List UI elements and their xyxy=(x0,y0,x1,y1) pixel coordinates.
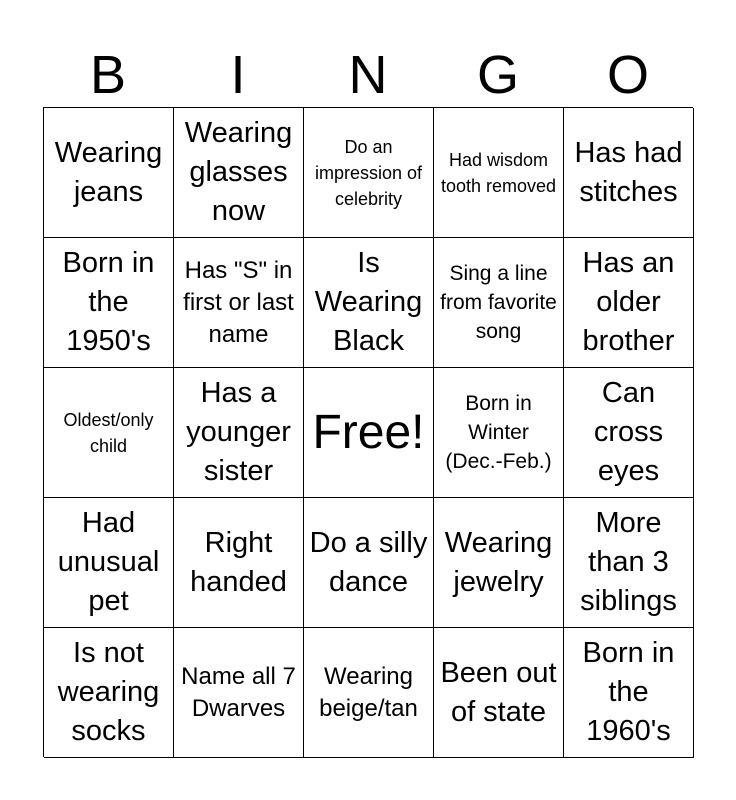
bingo-cell[interactable] xyxy=(44,498,174,628)
free-cell[interactable] xyxy=(304,368,434,498)
header-letter-n: N xyxy=(348,45,388,105)
bingo-cell[interactable] xyxy=(434,108,564,238)
cell-text: Born in Winter (Dec.-Feb.) xyxy=(445,392,552,473)
cell-text: Do an impression of celebrity xyxy=(314,136,423,209)
header-letter-b: B xyxy=(89,45,127,105)
header-letter-g: G xyxy=(476,45,519,105)
bingo-cell[interactable] xyxy=(564,238,694,368)
bingo-cell[interactable] xyxy=(564,368,694,498)
bingo-header xyxy=(43,44,693,106)
cell-text: Born in the 1960's xyxy=(582,637,675,747)
cell-text: Wearing jewelry xyxy=(444,526,553,598)
free-text: Free! xyxy=(312,405,425,459)
bingo-cell[interactable] xyxy=(44,628,174,758)
cell-text: Had unusual pet xyxy=(57,507,160,617)
cell-text: Oldest/only child xyxy=(63,409,154,456)
cell-text: Can cross eyes xyxy=(593,377,664,487)
bingo-cell[interactable] xyxy=(304,238,434,368)
bingo-cell[interactable] xyxy=(434,368,564,498)
bingo-grid xyxy=(43,107,693,757)
bingo-cell[interactable] xyxy=(174,498,304,628)
bingo-cell[interactable] xyxy=(564,628,694,758)
cell-text: Has a younger sister xyxy=(186,377,291,487)
bingo-cell[interactable] xyxy=(174,108,304,238)
cell-text: Wearing beige/tan xyxy=(319,662,418,722)
bingo-cell[interactable] xyxy=(174,368,304,498)
cell-text: Been out of state xyxy=(440,656,557,728)
bingo-cell[interactable] xyxy=(174,238,304,368)
cell-text: More than 3 siblings xyxy=(580,507,677,617)
bingo-cell[interactable] xyxy=(174,628,304,758)
bingo-cell[interactable] xyxy=(304,628,434,758)
cell-text: Sing a line from favorite song xyxy=(440,262,557,343)
cell-text: Right handed xyxy=(190,526,287,598)
bingo-cell[interactable] xyxy=(44,238,174,368)
header-letter-o: O xyxy=(606,45,649,105)
bingo-cell[interactable] xyxy=(44,108,174,238)
bingo-cell[interactable] xyxy=(564,498,694,628)
bingo-cell[interactable] xyxy=(434,498,564,628)
bingo-cell[interactable] xyxy=(304,498,434,628)
cell-text: Has an older brother xyxy=(582,247,675,357)
bingo-cell[interactable] xyxy=(434,628,564,758)
cell-text: Born in the 1950's xyxy=(62,247,155,357)
cell-text: Has "S" in first or last name xyxy=(183,256,294,348)
cell-text: Wearing jeans xyxy=(54,136,163,208)
cell-text: Had wisdom tooth removed xyxy=(440,149,557,196)
cell-text: Name all 7 Dwarves xyxy=(181,662,296,722)
bingo-cell[interactable] xyxy=(434,238,564,368)
header-letter-i: I xyxy=(230,45,246,105)
cell-text: Is Wearing Black xyxy=(314,247,423,357)
bingo-cell[interactable] xyxy=(44,368,174,498)
bingo-cell[interactable] xyxy=(304,108,434,238)
cell-text: Has had stitches xyxy=(574,136,683,208)
cell-text: Is not wearing socks xyxy=(57,637,160,747)
cell-text: Wearing glasses now xyxy=(184,117,293,227)
cell-text: Do a silly dance xyxy=(309,526,428,598)
bingo-cell[interactable] xyxy=(564,108,694,238)
